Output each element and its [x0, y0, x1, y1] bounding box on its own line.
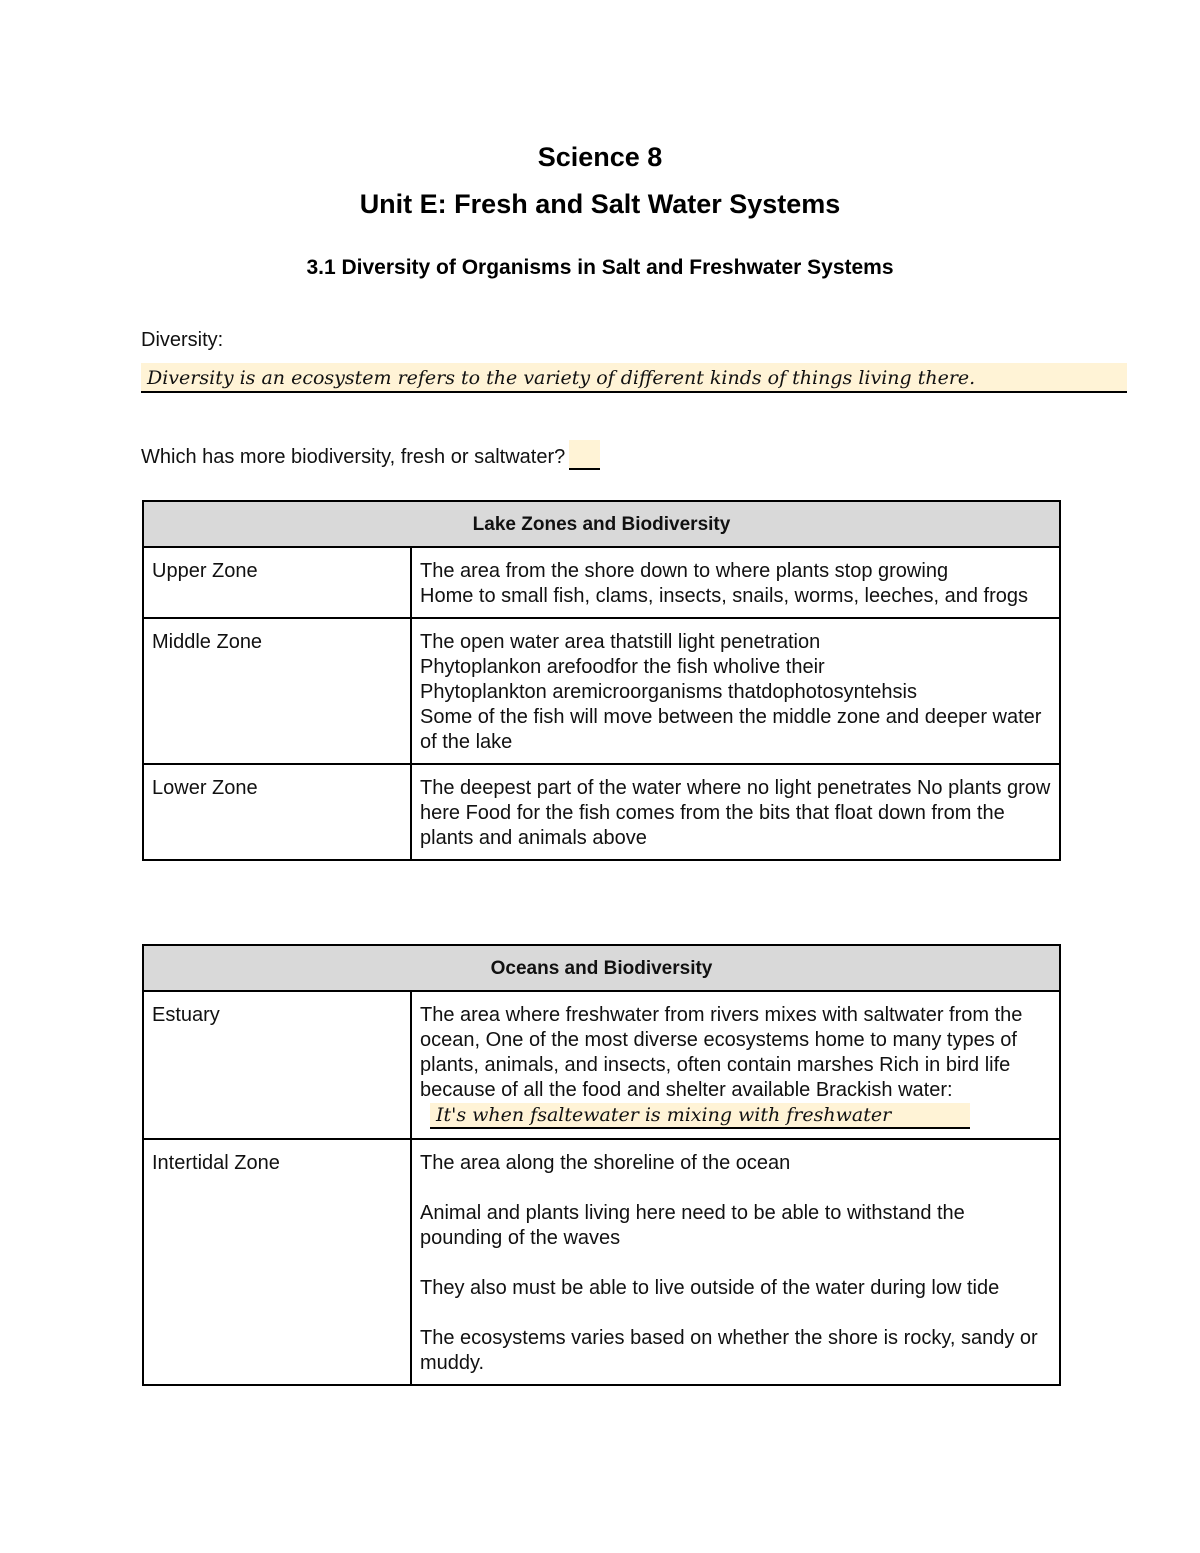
table-row [143, 547, 1060, 618]
estuary-description: The area where freshwater from rivers mixes with saltwater from the ocean, One of the most diverse ecosystems home to many types of plants, animals, and insects, often contain marshes Rich in bird life because of all the food and shelter available Brackish water: [420, 1004, 1023, 1101]
zone-description [411, 991, 1060, 1139]
zone-description [411, 618, 1060, 764]
lake-table-title: Lake Zones and Biodiversity [143, 501, 1060, 547]
diversity-answer-field[interactable]: Diversity is an ecosystem refers to the variety of different kinds of things living there. [141, 363, 1127, 393]
description-paragraph: The area along the shoreline of the ocean [420, 1152, 791, 1174]
diversity-label: Diversity: [141, 329, 224, 351]
table-row [143, 764, 1060, 860]
section-title: 3.1 Diversity of Organisms in Salt and Freshwater Systems [306, 256, 894, 279]
biodiversity-question [141, 440, 600, 470]
lake-zones-table [142, 500, 1061, 861]
description-line: Home to small fish, clams, insects, snails, worms, leeches, and frogs [420, 585, 1028, 607]
table-row [143, 618, 1060, 764]
ocean-table-title: Oceans and Biodiversity [143, 945, 1060, 991]
description-line: The deepest part of the water where no light penetrates No plants grow here Food for the fish comes from the bits that float down from the plants and animals above [420, 777, 1051, 849]
description-line: Phytoplankon arefoodfor the fish wholive their [420, 656, 825, 678]
description-line: The open water area thatstill light penetration [420, 631, 821, 653]
brackish-answer-field[interactable]: It's when fsaltewater is mixing with freshwater [430, 1103, 970, 1129]
description-paragraph: The ecosystems varies based on whether the shore is rocky, sandy or muddy. [420, 1327, 1038, 1374]
description-line: Phytoplankton aremicroorganisms thatdophotosyntehsis [420, 681, 917, 703]
description-paragraph: They also must be able to live outside of the water during low tide [420, 1277, 1000, 1299]
table-row [143, 991, 1060, 1139]
ocean-zones-table [142, 944, 1061, 1386]
description-paragraph: Animal and plants living here need to be able to withstand the pounding of the waves [420, 1202, 965, 1249]
zone-name: Lower Zone [143, 764, 411, 860]
zone-description [411, 764, 1060, 860]
description-line: Some of the fish will move between the middle zone and deeper water of the lake [420, 706, 1042, 753]
question-text: Which has more biodiversity, fresh or saltwater? [141, 446, 566, 468]
zone-name: Middle Zone [143, 618, 411, 764]
zone-description [411, 1139, 1060, 1385]
zone-name: Intertidal Zone [143, 1139, 411, 1385]
table-row [143, 1139, 1060, 1385]
question-answer-field[interactable] [569, 440, 600, 470]
zone-description [411, 547, 1060, 618]
zone-name: Estuary [143, 991, 411, 1139]
description-line: The area from the shore down to where plants stop growing [420, 560, 949, 582]
zone-name: Upper Zone [143, 547, 411, 618]
course-title: Science 8 [537, 142, 663, 172]
unit-title: Unit E: Fresh and Salt Water Systems [359, 189, 841, 219]
